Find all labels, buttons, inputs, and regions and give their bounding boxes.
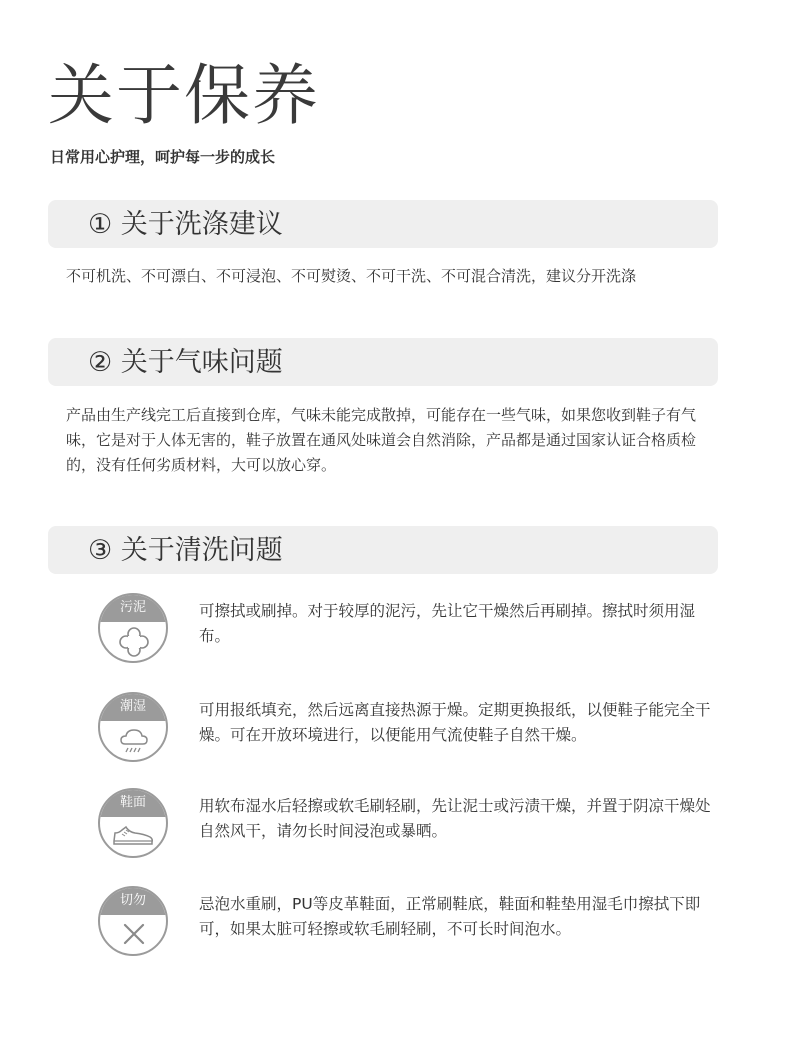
- mud-badge: [98, 593, 168, 663]
- section-cleaning-header: [48, 526, 718, 574]
- cleaning-item-upper: [98, 788, 738, 860]
- shoe-icon: [111, 821, 155, 851]
- section-heading: ② 关于气味问题: [88, 347, 283, 378]
- badge-label: 鞋面: [100, 790, 166, 817]
- section-heading: ③ 关于清洗问题: [88, 535, 283, 566]
- cleaning-item-damp: [98, 692, 738, 764]
- section-heading: ① 关于洗涤建议: [88, 209, 283, 240]
- cleaning-item-never: [98, 886, 738, 958]
- rain-cloud-icon: [115, 722, 153, 760]
- badge-label: 切勿: [100, 888, 166, 915]
- section-odor-header: [48, 338, 718, 386]
- cross-icon: [115, 916, 153, 954]
- cleaning-item-mud: [98, 593, 738, 665]
- page-title: 关于保养: [48, 57, 320, 134]
- upper-badge: [98, 788, 168, 858]
- upper-text: 用软布湿水后轻擦或软毛刷轻刷，先让泥士或污渍干燥，并置于阴凉干燥处自然风干，请勿长时间浸泡或暴晒。: [199, 797, 711, 840]
- mud-text: 可擦拭或刷掉。对于较厚的泥污，先让它干燥然后再刷掉。擦拭时须用湿布。: [199, 602, 696, 645]
- badge-label: 潮湿: [100, 694, 166, 721]
- clover-icon: [115, 623, 153, 661]
- page-subtitle: 日常用心护理，呵护每一步的成长: [50, 148, 276, 166]
- damp-text: 可用报纸填充，然后远离直接热源于燥。定期更换报纸，以便鞋子能完全干燥。可在开放环境进行，以便能用气流使鞋子自然干燥。: [199, 701, 711, 744]
- never-badge: [98, 886, 168, 956]
- damp-badge: [98, 692, 168, 762]
- odor-text: 产品由生产线完工后直接到仓库，气味未能完成散掉，可能存在一些气味，如果您收到鞋子有气味，它是对于人体无害的，鞋子放置在通风处味道会自然消除，产品都是通过国家认证合格质检的，没有任何劣质材料，大可以放心穿。: [66, 406, 697, 474]
- badge-label: 污泥: [100, 595, 166, 622]
- washing-advice-text: 不可机洗、不可漂白、不可浸泡、不可熨烫、不可干洗、不可混合清洗，建议分开洗涤: [66, 267, 637, 285]
- section-washing-header: [48, 200, 718, 248]
- never-text: 忌泡水重刷，PU等皮革鞋面，正常刷鞋底，鞋面和鞋垫用湿毛巾擦拭下即可，如果太脏可轻擦或软毛刷轻刷，不可长时间泡水。: [199, 895, 701, 938]
